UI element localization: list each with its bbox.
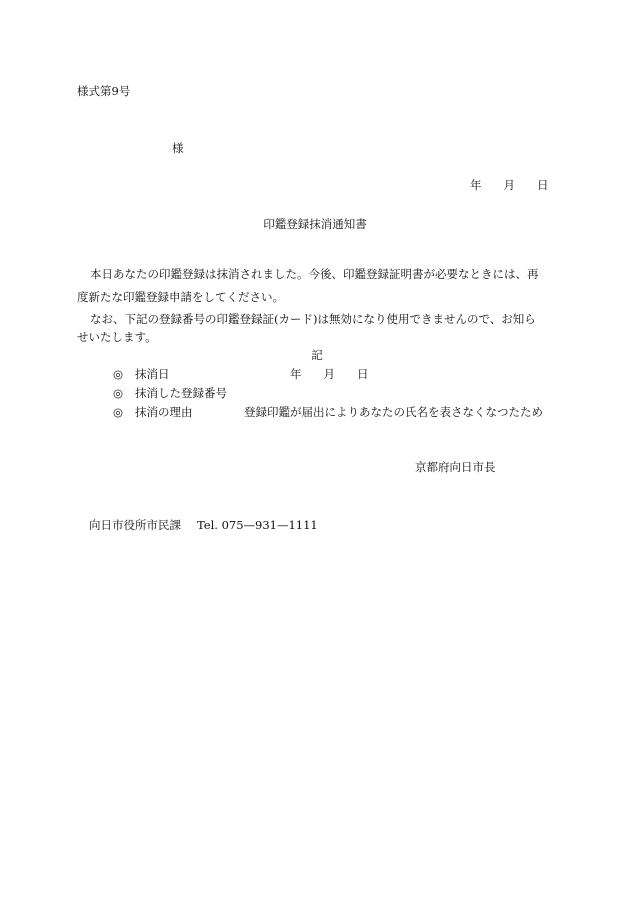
issue-date-line (470, 180, 549, 192)
issuer-name: 京都府向日市長 (415, 460, 496, 474)
item-cancellation-date (113, 369, 170, 381)
cancellation-reason-text: 登録印鑑が届出によりあなたの氏名を表さなくなつたため (244, 405, 543, 419)
double-circle-mark: ◎ (113, 405, 124, 419)
addressee-honorific: 様 (172, 141, 184, 155)
item-label: 抹消の理由 (135, 405, 193, 419)
form-number: 様式第9号 (77, 84, 131, 98)
item-label: 抹消日 (135, 367, 170, 381)
issue-date-year: 年 (470, 178, 482, 192)
cancellation-date-value (290, 369, 369, 381)
double-circle-mark: ◎ (113, 367, 124, 381)
item-label: 抹消した登録番号 (135, 386, 227, 400)
body-paragraph-1-line-2: 度新たな印鑑登録申請をしてください。 (77, 290, 284, 304)
issue-date-day: 日 (537, 178, 549, 192)
contact-office: 向日市役所市民課 (89, 518, 181, 532)
body-paragraph-2-line-2: せいたします。 (77, 330, 157, 344)
contact-line (89, 520, 318, 532)
body-paragraph-1-line-1: 本日あなたの印鑑登録は抹消されました。今後、印鑑登録証明書が必要なときには、再 (90, 267, 539, 281)
body-paragraph-2-line-1: なお、下記の登録番号の印鑑登録証(カード)は無効になり使用できませんので、お知ら (90, 312, 536, 326)
item-cancellation-reason (113, 407, 193, 419)
document-title: 印鑑登録抹消通知書 (263, 217, 367, 231)
cancellation-date-day: 日 (357, 367, 369, 381)
cancellation-date-month: 月 (323, 367, 335, 381)
double-circle-mark: ◎ (113, 386, 124, 400)
ki-heading: 記 (311, 348, 323, 362)
item-registration-number (113, 388, 227, 400)
cancellation-date-year: 年 (290, 367, 302, 381)
contact-tel: Tel. 075—931—1111 (197, 518, 318, 532)
issue-date-month: 月 (503, 178, 515, 192)
